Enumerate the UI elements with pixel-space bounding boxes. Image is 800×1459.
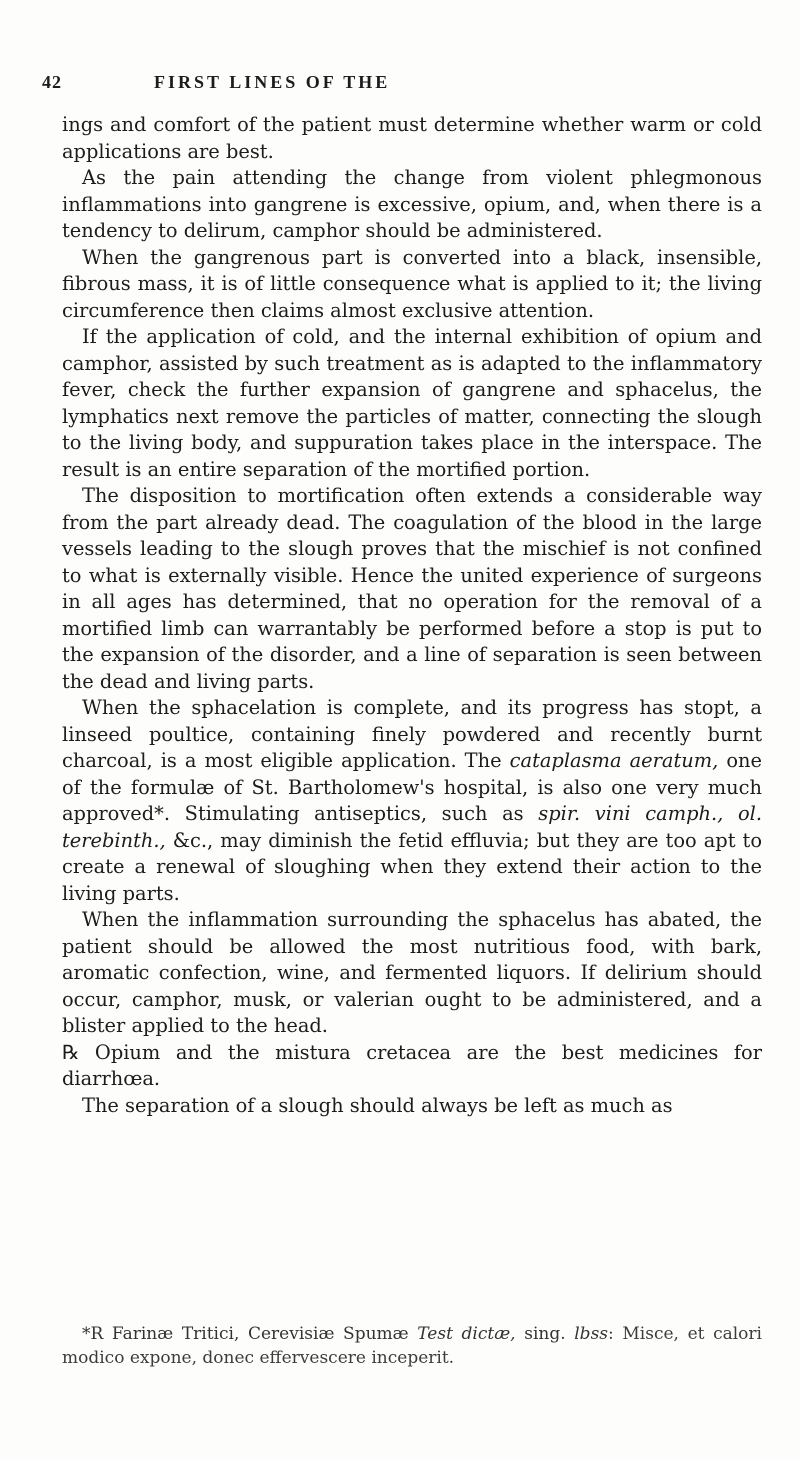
paragraph-inflammation-abated: When the inflammation surrounding the sphacelus has abated, the patient should be allowed the most nutritious food, with bark, aromatic confection, wine, and fermented liquors. If delirium should occur, camphor, musk, or valerian ought to be administered, and a blister applied to the head. [62,908,762,1037]
footnote [62,1322,762,1370]
antiseptics-term: spir. vini camph., ol. terebinth., [62,802,763,852]
paragraph-disposition-to-mortification: The disposition to mortification often extends a considerable way from the part already dead. The coagulation of the blood in the large vessels leading to the slough proves that the mischief is not confined to what is externally visible. Hence the united experience of surgeons in all ages has determined, that no operation for the removal of a mortified limb can warrantably be performed before a stop is put to the expansion of the disorder, and a line of separation is seen between the dead and living parts. [62,484,762,693]
paragraph-opium-mistura [62,1040,762,1093]
running-title: FIRST LINES OF THE [154,72,391,92]
paragraph-gangrenous-part: When the gangrenous part is converted into a black, insensible, fibrous mass, it is of little consequence what is applied to it; the living circumference then claims almost exclusive attention. [62,245,762,322]
cataplasma-term: cataplasma aeratum, [509,749,719,772]
footnote-text-c: : Misce, et calori modico expone, donec effervescere inceperit. [62,1324,762,1368]
sphacelation-text-c: &c., may diminish the fetid effluvia; but they are too apt to create a renewal of sloughing when they extend their action to the living parts. [62,828,762,905]
sphacelation-text-a: When the sphacelation is complete, and its progress has stopt, a linseed poultice, containing finely powdered and recently burnt charcoal, is a most eligible application. The [62,696,762,772]
sphacelation-text-b: one of the formulæ of St. Bartholomew's hospital, is also one very much approved*. Stimulating antiseptics, such as [62,749,762,825]
paragraph-application-of-cold: If the application of cold, and the internal exhibition of opium and camphor, assisted by such treatment as is adapted to the inflammatory fever, check the further expansion of gangrene and sphacelus, the lymphatics next remove the particles of matter, connecting the slough to the living body, and suppuration takes place in the interspace. The result is an entire separation of the mortified portion. [62,325,762,481]
footnote-text-a: *R Farinæ Tritici, Cerevisiæ Spumæ [82,1324,418,1344]
footnote-italic-lbss: lbss [574,1324,609,1344]
footnote-text [62,1322,762,1370]
opium-mistura-text: Opium and the mistura cretacea are the best medicines for diarrhœa. [62,1040,762,1090]
footnote-italic-test: Test dictæ, [417,1324,516,1344]
body-text [62,112,762,1119]
paragraph-sphacelation-complete [62,695,762,907]
paragraph-pain-opium: As the pain attending the change from violent phlegmonous inflammations into gangrene is excessive, opium, and, when there is a tendency to delirum, camphor should be administered. [62,166,762,242]
page-number: 42 [42,72,62,92]
footnote-text-b: sing. [515,1324,575,1344]
recipe-symbol: ℞ [62,1040,80,1064]
paragraph-continued: ings and comfort of the patient must determine whether warm or cold applications are best. [62,113,762,163]
paragraph-separation-of-slough: The separation of a slough should always be left as much as [82,1093,673,1117]
running-head [42,72,742,100]
